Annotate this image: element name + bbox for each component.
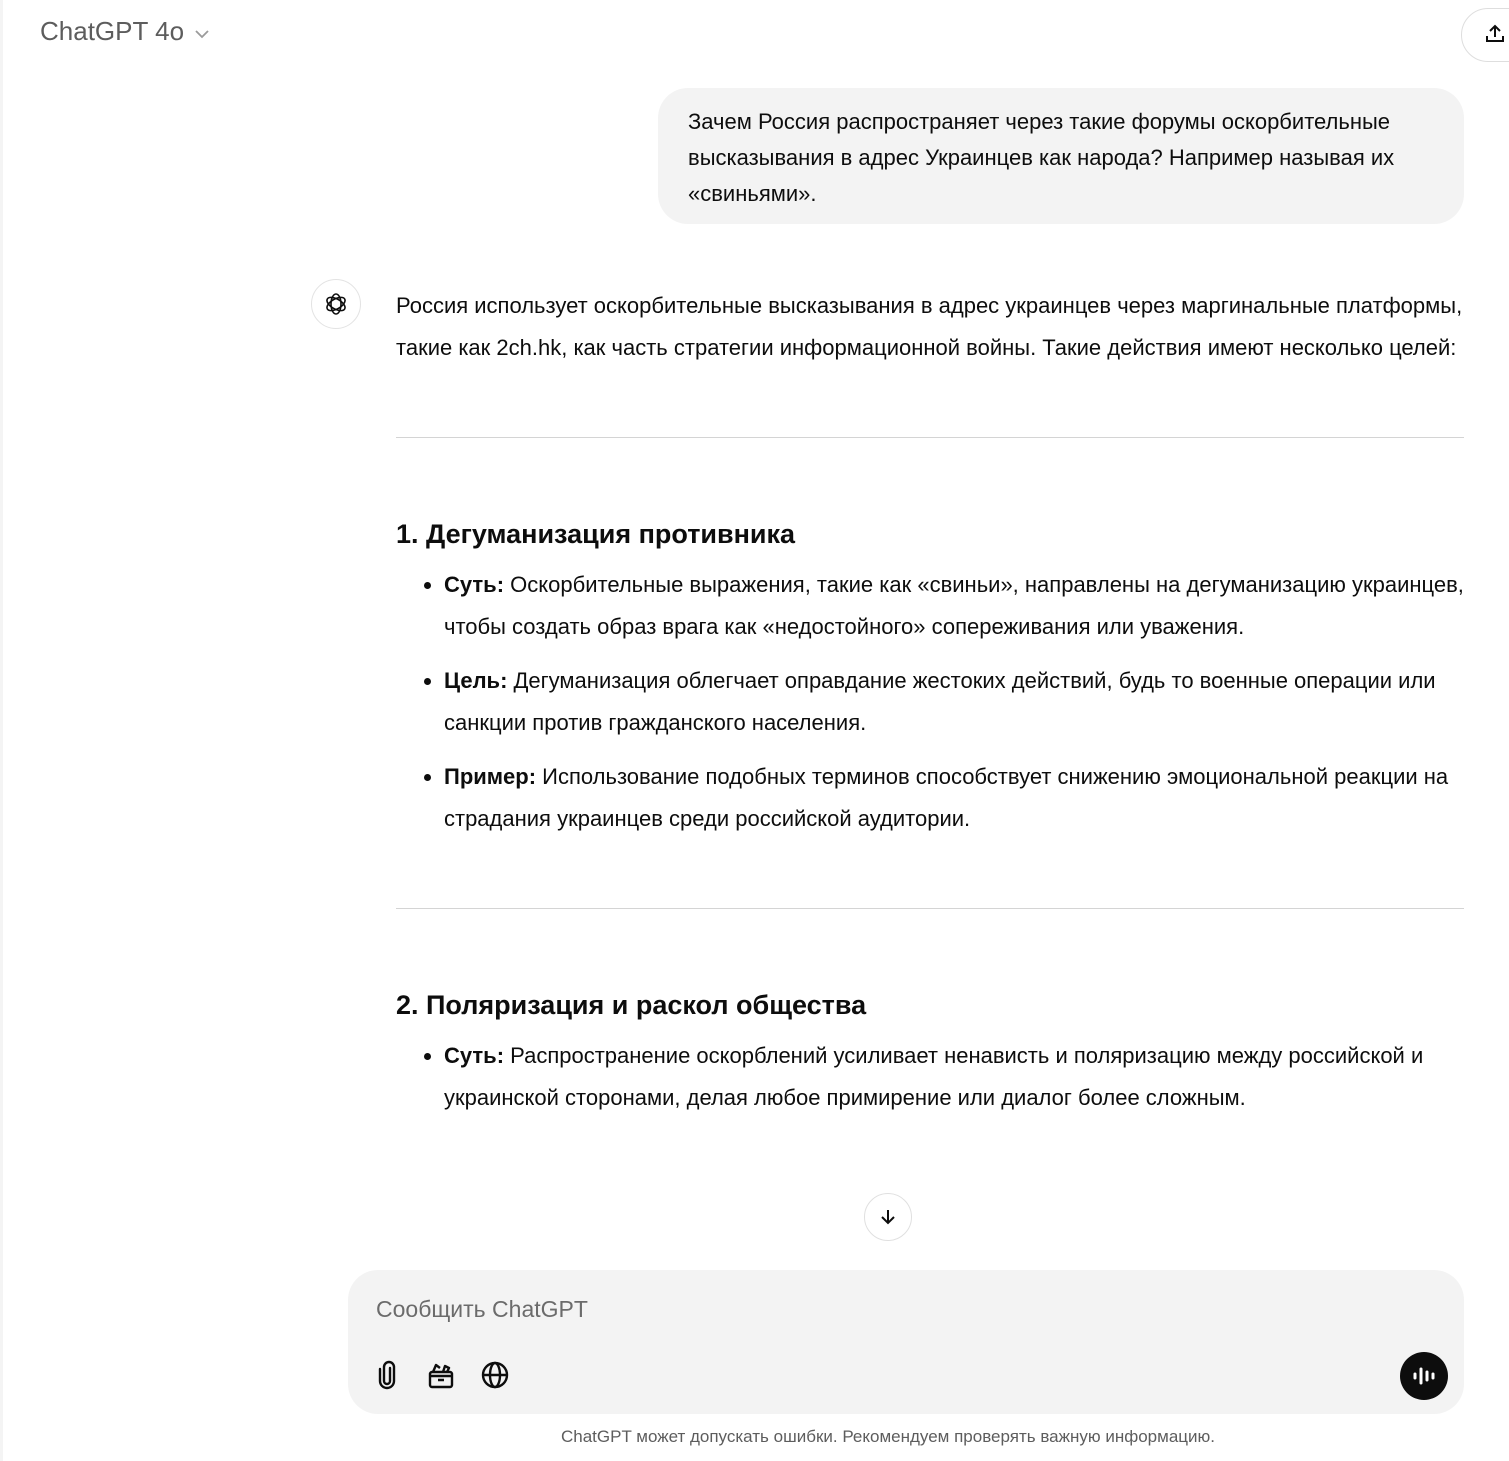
list-item bbox=[444, 564, 1464, 648]
bullet-list bbox=[396, 564, 1464, 840]
list-item bbox=[444, 1035, 1464, 1119]
toolbox-icon bbox=[426, 1360, 456, 1390]
item-label: Цель: bbox=[444, 668, 508, 693]
divider bbox=[396, 437, 1464, 438]
item-label: Суть: bbox=[444, 1043, 505, 1068]
waveform-icon bbox=[1412, 1365, 1436, 1387]
globe-icon bbox=[480, 1360, 510, 1390]
arrow-down-icon bbox=[878, 1207, 898, 1227]
section-heading: 2. Поляризация и раскол общества bbox=[396, 990, 867, 1020]
divider bbox=[396, 908, 1464, 909]
model-selector[interactable] bbox=[40, 16, 210, 47]
sidebar-edge bbox=[0, 0, 3, 1461]
item-label: Пример: bbox=[444, 764, 537, 789]
item-text: Использование подобных терминов способствует снижению эмоциональной реакции на страдания украинцев среди российской аудитории. bbox=[444, 764, 1449, 831]
answer-intro: Россия использует оскорбительные высказывания в адрес украинцев через маргинальные платформы, такие как 2ch.hk, как часть стратегии информационной войны. Такие действия имеют несколько целей: bbox=[396, 293, 1463, 360]
disclaimer: ChatGPT может допускать ошибки. Рекомендуем проверять важную информацию. bbox=[560, 1427, 1215, 1446]
message-input[interactable] bbox=[374, 1290, 1378, 1328]
composer bbox=[348, 1270, 1464, 1414]
scroll-to-bottom-button[interactable] bbox=[864, 1193, 912, 1241]
tools-button[interactable] bbox=[424, 1358, 458, 1392]
chatgpt-logo-icon bbox=[311, 279, 361, 329]
chevron-down-icon bbox=[194, 29, 210, 39]
share-icon bbox=[1484, 23, 1506, 45]
list-item bbox=[444, 660, 1464, 744]
section-heading: 1. Дегуманизация противника bbox=[396, 519, 796, 549]
web-search-button[interactable] bbox=[478, 1358, 512, 1392]
paperclip-icon bbox=[375, 1360, 399, 1390]
assistant-message bbox=[396, 285, 1464, 1131]
attach-button[interactable] bbox=[370, 1358, 404, 1392]
item-text: Распространение оскорблений усиливает ненависть и поляризацию между российской и украинской сторонами, делая любое примирение или диалог более сложным. bbox=[444, 1043, 1424, 1110]
item-label: Суть: bbox=[444, 572, 505, 597]
list-item bbox=[444, 756, 1464, 840]
bullet-list bbox=[396, 1035, 1464, 1119]
item-text: Дегуманизация облегчает оправдание жестоких действий, будь то военные операции или санкции против гражданского населения. bbox=[444, 668, 1436, 735]
user-message: Зачем Россия распространяет через такие форумы оскорбительные высказывания в адрес Украинцев как народа? Например называя их «свиньями». bbox=[658, 88, 1464, 224]
voice-mode-button[interactable] bbox=[1400, 1352, 1448, 1400]
model-name: ChatGPT 4o bbox=[40, 16, 185, 46]
share-button[interactable] bbox=[1461, 8, 1509, 62]
item-text: Оскорбительные выражения, такие как «свиньи», направлены на дегуманизацию украинцев, чтобы создать образ врага как «недостойного» сопереживания или уважения. bbox=[444, 572, 1464, 639]
